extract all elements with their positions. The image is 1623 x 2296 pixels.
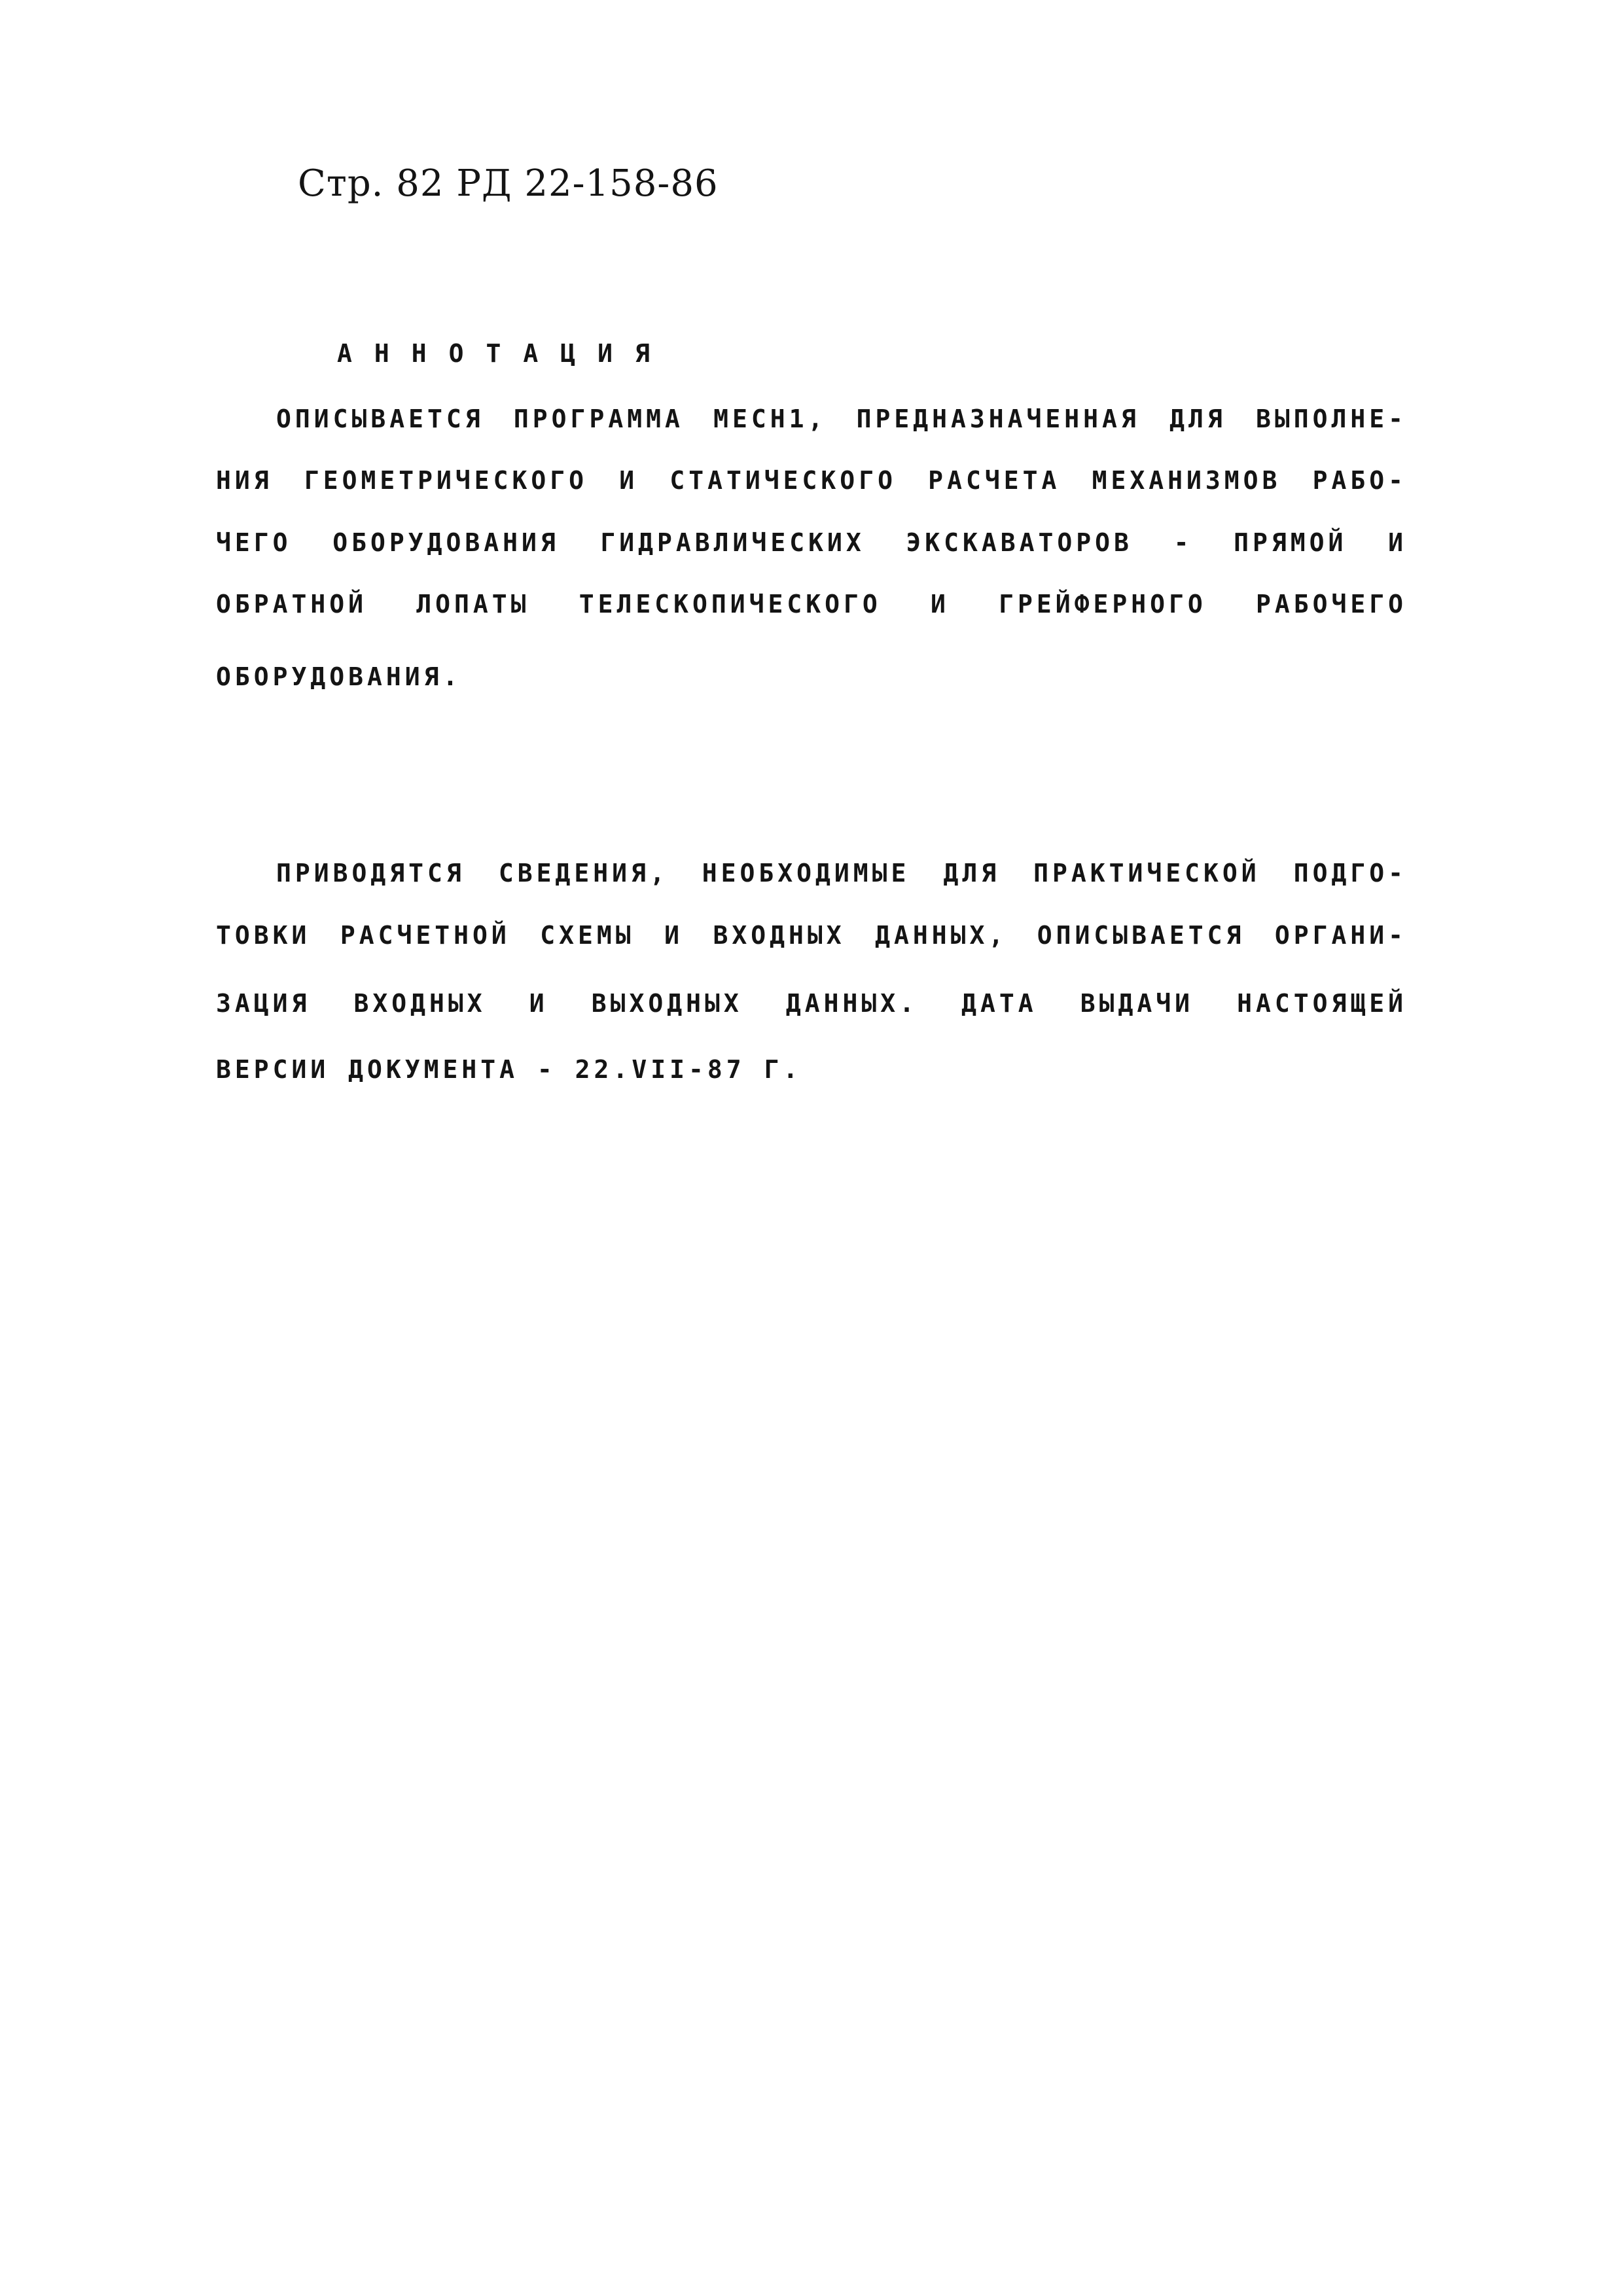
annotation-title: АННОТАЦИЯ — [337, 339, 672, 368]
paragraph1-line-1: ОПИСЫВАЕТСЯ ПРОГРАММА MECH1, ПРЕДНАЗНАЧЕННАЯ ДЛЯ ВЫПОЛНЕ- — [276, 404, 1407, 433]
paragraph2-line-4: ВЕРСИИ ДОКУМЕНТА - 22.VII-87 Г. — [216, 1055, 802, 1084]
paragraph1-line-4: ОБРАТНОЙ ЛОПАТЫ ТЕЛЕСКОПИЧЕСКОГО И ГРЕЙФЕРНОГО РАБОЧЕГО — [216, 590, 1407, 619]
paragraph2-line-1: ПРИВОДЯТСЯ СВЕДЕНИЯ, НЕОБХОДИМЫЕ ДЛЯ ПРАКТИЧЕСКОЙ ПОДГО- — [276, 859, 1407, 888]
paragraph1-line-2: НИЯ ГЕОМЕТРИЧЕСКОГО И СТАТИЧЕСКОГО РАСЧЕТА МЕХАНИЗМОВ РАБО- — [216, 466, 1407, 495]
paragraph2-line-2: ТОВКИ РАСЧЕТНОЙ СХЕМЫ И ВХОДНЫХ ДАННЫХ, ОПИСЫВАЕТСЯ ОРГАНИ- — [216, 921, 1407, 950]
paragraph1-line-3: ЧЕГО ОБОРУДОВАНИЯ ГИДРАВЛИЧЕСКИХ ЭКСКАВАТОРОВ - ПРЯМОЙ И — [216, 528, 1407, 557]
paragraph1-line-5: ОБОРУДОВАНИЯ. — [216, 662, 462, 691]
page-header: Стр. 82 РД 22-158-86 — [298, 162, 719, 205]
paragraph2-line-3: ЗАЦИЯ ВХОДНЫХ И ВЫХОДНЫХ ДАННЫХ. ДАТА ВЫДАЧИ НАСТОЯЩЕЙ — [216, 989, 1407, 1018]
